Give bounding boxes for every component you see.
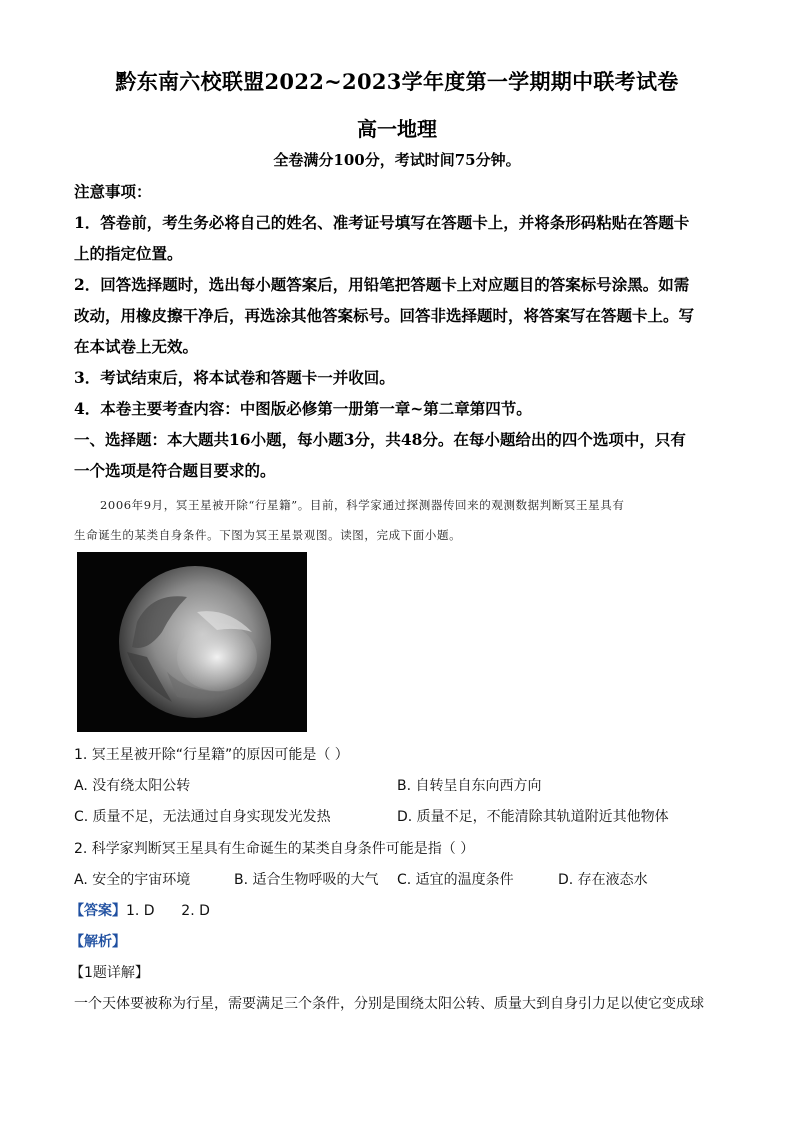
q1-stem: 1. 冥王星被开除“行星籍”的原因可能是（ ）	[74, 747, 349, 763]
q2-option-a: A. 安全的宇宙环境	[74, 872, 191, 888]
q2-option-d: D. 存在液态水	[558, 872, 648, 888]
q1-option-d: D. 质量不足，不能清除其轨道附近其他物体	[397, 809, 669, 825]
section-heading-line-1: 一、选择题：本大题共16小题，每小题3分，共48分。在每小题给出的四个选项中，只有	[74, 430, 686, 449]
subject-title: 高一地理	[357, 117, 437, 141]
passage-line-2: 生命诞生的某类自身条件。下图为冥王星景观图。读图，完成下面小题。	[74, 528, 462, 542]
note-1-line-1: 1．答卷前，考生务必将自己的姓名、准考证号填写在答题卡上，并将条形码粘贴在答题卡	[74, 213, 690, 232]
q1-option-c: C. 质量不足，无法通过自身实现发光发热	[74, 809, 331, 825]
note-2-line-2: 改动，用橡皮擦干净后，再选涂其他答案标号。回答非选择题时，将答案写在答题卡上。写	[74, 306, 695, 325]
answer-tag: 【答案】	[70, 903, 126, 919]
q1-option-b: B. 自转呈自东向西方向	[397, 778, 542, 794]
detail-tag: 【1题详解】	[70, 965, 149, 981]
pluto-photo	[77, 552, 307, 732]
section-heading-line-2: 一个选项是符合题目要求的。	[74, 461, 276, 480]
notes-heading: 注意事项：	[74, 182, 152, 201]
note-2-line-3: 在本试卷上无效。	[74, 337, 199, 356]
q2-option-c: C. 适宜的温度条件	[397, 872, 514, 888]
note-2-line-1: 2．回答选择题时，选出每小题答案后，用铅笔把答题卡上对应题目的答案标号涂黑。如需	[74, 275, 690, 294]
passage-line-1: 2006年9月，冥王星被开除“行星籍”。目前，科学家通过探测器传回来的观测数据判断冥王星具有	[100, 498, 625, 512]
pluto-image-icon	[77, 552, 307, 732]
q2-stem: 2. 科学家判断冥王星具有生命诞生的某类自身条件可能是指（ ）	[74, 841, 475, 857]
exam-title: 黔东南六校联盟2022~2023学年度第一学期期中联考试卷	[115, 69, 679, 94]
note-1-line-2: 上的指定位置。	[74, 244, 183, 263]
note-4: 4．本卷主要考查内容：中图版必修第一册第一章~第二章第四节。	[74, 399, 532, 418]
exam-info: 全卷满分100分，考试时间75分钟。	[273, 151, 521, 169]
analysis-tag: 【解析】	[70, 934, 126, 950]
q1-option-a: A. 没有绕太阳公转	[74, 778, 191, 794]
answer-value: 1. D 2. D	[126, 903, 210, 919]
note-3: 3．考试结束后，将本试卷和答题卡一并收回。	[74, 368, 395, 387]
q2-option-b: B. 适合生物呼吸的大气	[234, 872, 379, 888]
analysis-text: 一个天体要被称为行星，需要满足三个条件，分别是围绕太阳公转、质量大到自身引力足以使它变成球	[74, 996, 704, 1012]
answer-line	[70, 900, 210, 920]
